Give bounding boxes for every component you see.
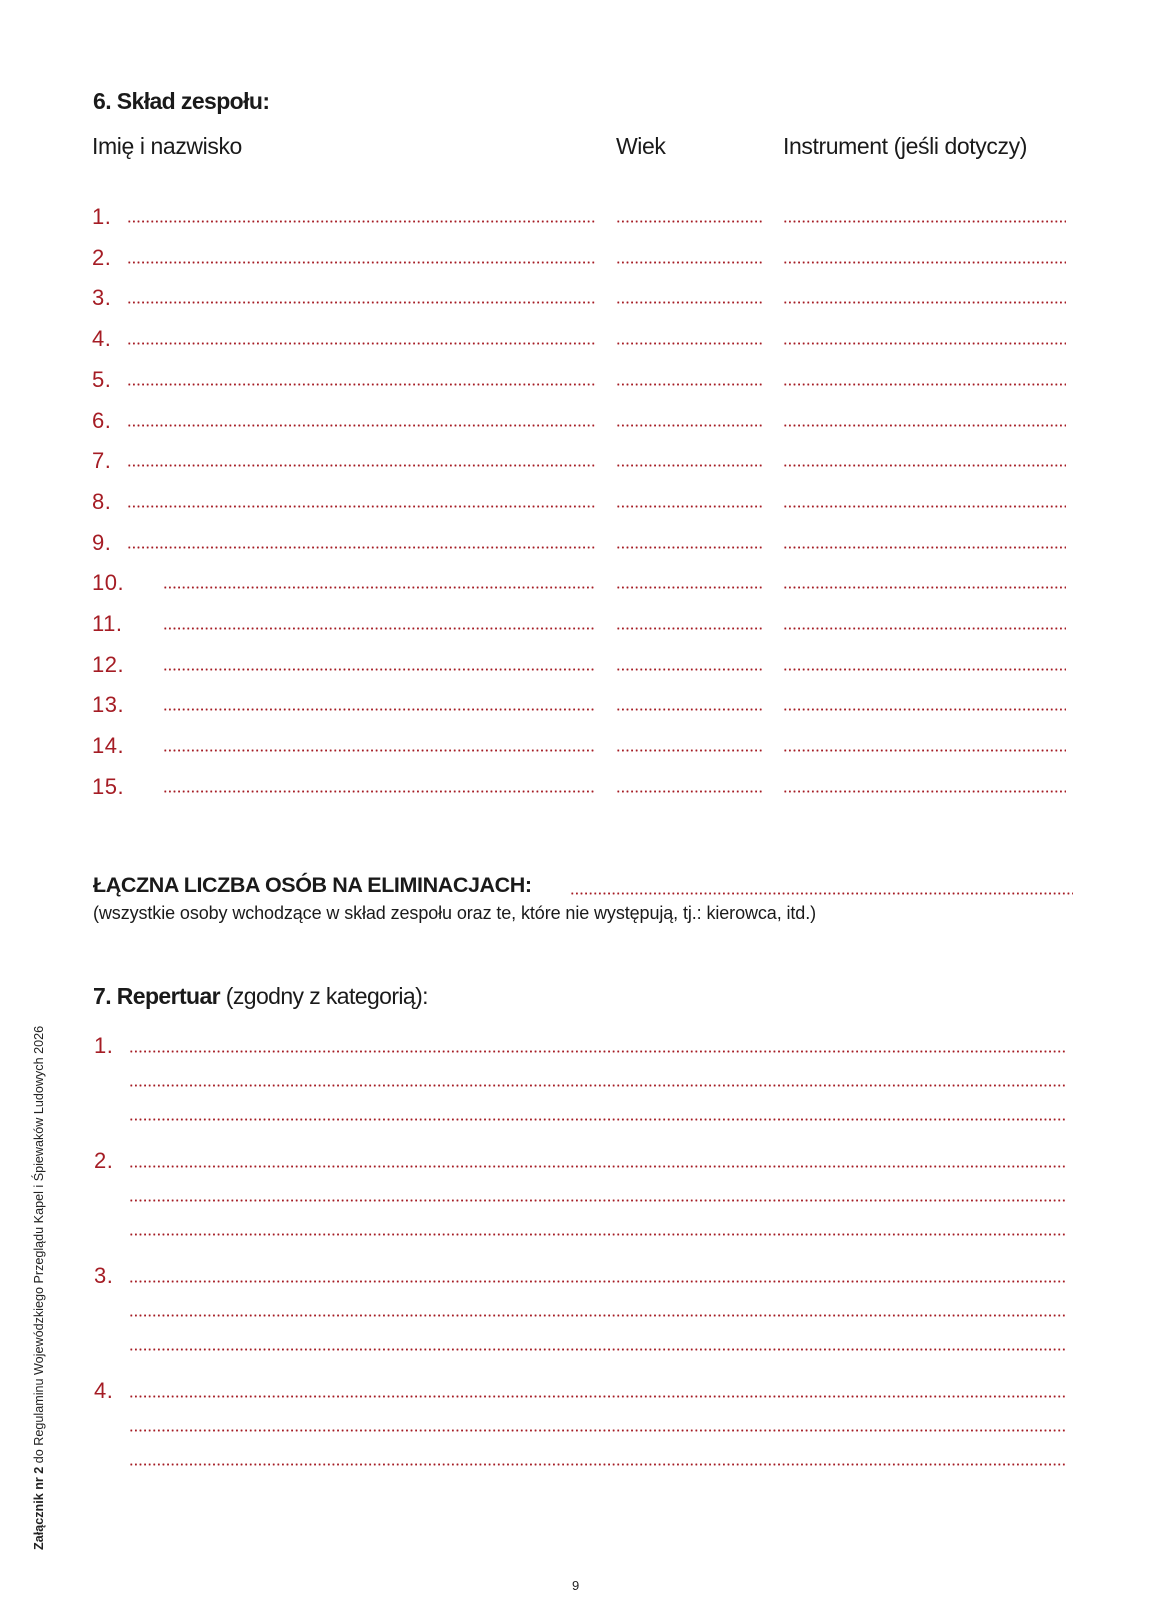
section-7-title-rest: (zgodny z kategorią): [220, 983, 428, 1009]
name-field[interactable] [163, 708, 595, 711]
row-number: 10. [92, 570, 125, 596]
row-number: 5. [92, 366, 112, 392]
row-number: 3. [92, 285, 112, 311]
age-field[interactable] [616, 424, 762, 427]
instrument-field[interactable] [783, 708, 1066, 711]
repertoire-number: 1. [94, 1033, 114, 1058]
row-number: 13. [92, 692, 125, 718]
repertoire-line-field[interactable] [129, 1050, 1066, 1053]
name-field[interactable] [163, 749, 595, 752]
name-field[interactable] [127, 424, 595, 427]
repertoire-line-field[interactable] [129, 1463, 1066, 1466]
name-field[interactable] [127, 261, 595, 264]
instrument-field[interactable] [783, 668, 1066, 671]
total-persons-note: (wszystkie osoby wchodzące w skład zespołu oraz te, które nie występują, tj.: kierowca, itd.) [93, 903, 817, 923]
row-number: 12. [92, 651, 125, 677]
repertoire-line-field[interactable] [129, 1395, 1066, 1398]
instrument-field[interactable] [783, 424, 1066, 427]
repertoire-line-field[interactable] [129, 1165, 1066, 1168]
instrument-field[interactable] [783, 546, 1066, 549]
repertoire-number: 4. [94, 1378, 114, 1403]
row-number: 1. [92, 204, 112, 229]
instrument-field[interactable] [783, 749, 1066, 752]
page-number: 9 [572, 1578, 580, 1593]
repertoire-line-field[interactable] [129, 1233, 1066, 1236]
name-field[interactable] [163, 586, 595, 589]
name-field[interactable] [127, 342, 595, 345]
repertoire-line-field[interactable] [129, 1348, 1066, 1351]
name-field[interactable] [127, 220, 595, 223]
age-field[interactable] [616, 505, 762, 508]
age-field[interactable] [616, 790, 762, 793]
instrument-field[interactable] [783, 586, 1066, 589]
repertoire-line-field[interactable] [129, 1280, 1066, 1283]
name-field[interactable] [127, 546, 595, 549]
instrument-field[interactable] [783, 790, 1066, 793]
row-number: 14. [92, 733, 125, 759]
age-field[interactable] [616, 261, 762, 264]
repertoire-line-field[interactable] [129, 1429, 1066, 1432]
repertoire-number: 3. [94, 1263, 114, 1288]
column-header-name: Imię i nazwisko [92, 133, 242, 159]
age-field[interactable] [616, 749, 762, 752]
row-number: 8. [92, 488, 112, 514]
repertoire-line-field[interactable] [129, 1118, 1066, 1121]
age-field[interactable] [616, 546, 762, 549]
row-number: 7. [92, 448, 112, 474]
name-field[interactable] [163, 790, 595, 793]
row-number: 6. [92, 407, 112, 433]
row-number: 4. [92, 326, 112, 352]
name-field[interactable] [127, 505, 595, 508]
section-7-title-bold: 7. Repertuar [93, 983, 221, 1009]
age-field[interactable] [616, 342, 762, 345]
sidebar-footer-text [32, 1026, 46, 1550]
instrument-field[interactable] [783, 505, 1066, 508]
row-number: 15. [92, 773, 125, 799]
column-header-instrument: Instrument (jeśli dotyczy) [783, 133, 1027, 159]
age-field[interactable] [616, 668, 762, 671]
instrument-field[interactable] [783, 627, 1066, 630]
name-field[interactable] [163, 627, 595, 630]
sidebar-regulation-text: do Regulaminu Wojewódzkiego Przeglądu Kapel i Śpiewaków Ludowych 2026 [32, 1025, 46, 1467]
row-number: 2. [92, 244, 112, 270]
instrument-field[interactable] [783, 342, 1066, 345]
total-persons-label: ŁĄCZNA LICZBA OSÓB NA ELIMINACJACH: [93, 873, 532, 897]
section-6-title: 6. Skład zespołu: [93, 88, 270, 114]
name-field[interactable] [127, 301, 595, 304]
age-field[interactable] [616, 627, 762, 630]
instrument-field[interactable] [783, 261, 1066, 264]
age-field[interactable] [616, 383, 762, 386]
repertoire-line-field[interactable] [129, 1314, 1066, 1317]
sidebar-attachment-label: Załącznik nr 2 [32, 1466, 46, 1550]
name-field[interactable] [127, 383, 595, 386]
name-field[interactable] [163, 668, 595, 671]
repertoire-number: 2. [94, 1148, 114, 1173]
age-field[interactable] [616, 220, 762, 223]
column-header-age: Wiek [616, 133, 666, 159]
name-field[interactable] [127, 464, 595, 467]
age-field[interactable] [616, 708, 762, 711]
section-7-title [93, 983, 428, 1010]
age-field[interactable] [616, 464, 762, 467]
instrument-field[interactable] [783, 464, 1066, 467]
age-field[interactable] [616, 586, 762, 589]
age-field[interactable] [616, 301, 762, 304]
repertoire-line-field[interactable] [129, 1084, 1066, 1087]
instrument-field[interactable] [783, 220, 1066, 223]
row-number: 11. [92, 611, 123, 636]
instrument-field[interactable] [783, 383, 1066, 386]
instrument-field[interactable] [783, 301, 1066, 304]
row-number: 9. [92, 529, 112, 555]
repertoire-line-field[interactable] [129, 1199, 1066, 1202]
total-persons-field[interactable] [570, 892, 1073, 895]
